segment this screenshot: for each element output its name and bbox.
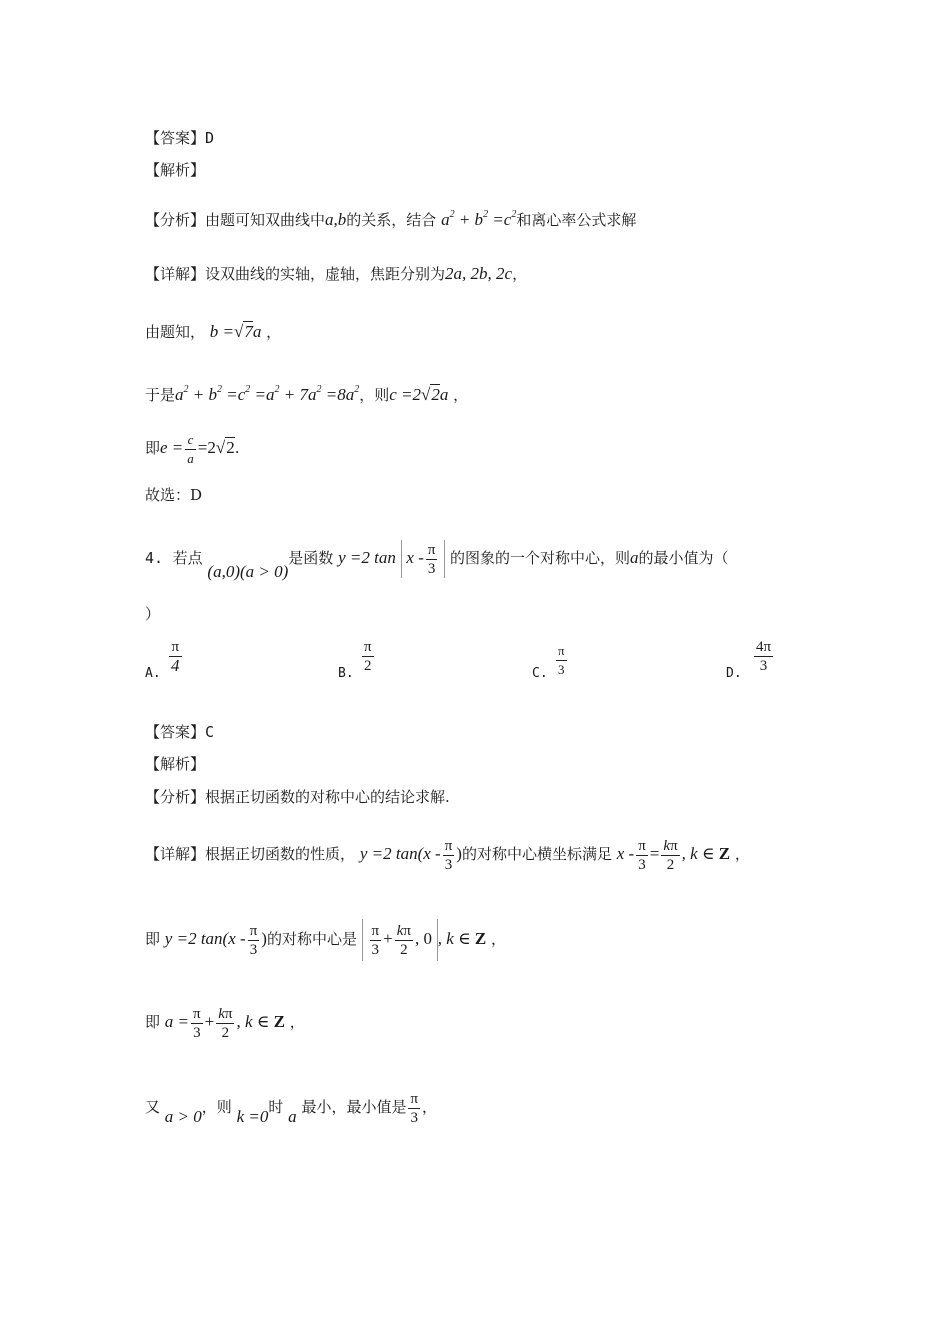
fenxi-line — [145, 787, 450, 807]
stem-text: 若点 — [172, 549, 203, 567]
math-x: x - — [406, 548, 424, 567]
stem-close: ） — [145, 605, 161, 623]
formula-c2-8a2: $a^2 + b^2 =c^2 =a^2 + 7a^2 =8a^2$ — [175, 384, 360, 404]
line-text: ，则 — [201, 1098, 232, 1116]
option-label: B. — [338, 666, 354, 681]
line-text: 又 — [145, 1098, 161, 1116]
step-text: ，则 — [359, 386, 390, 404]
formula-a2b2c2: $a^2 + b^2 =c^2$ — [441, 209, 517, 229]
line-text: 的对称中心是 — [266, 930, 357, 948]
option-num: π — [169, 638, 182, 657]
analysis-heading: 【解析】 — [145, 755, 206, 773]
fraction-pi-3: $\frac{\pi}{3}$ — [638, 837, 646, 873]
fraction-pi-3: $\frac{\pi}{3}$ — [371, 922, 380, 958]
fraction-kpi-2: $\frac{k\pi}{2}$ — [218, 1005, 233, 1041]
option-den: 2 — [364, 658, 372, 674]
math-a-gt-0: a > 0 — [164, 1107, 202, 1126]
formula-2sqrt2: =2√2 — [197, 438, 235, 457]
detail-text: 根据正切函数的性质， — [205, 845, 356, 863]
fenxi-text: 根据正切函数的对称中心的结论求解. — [205, 788, 450, 806]
question-number: 4. — [145, 549, 164, 567]
stem-text: 的最小值为（ — [638, 549, 729, 567]
math-point: (a,0)(a > 0) — [207, 562, 289, 581]
paren-right — [444, 540, 445, 578]
option-den: 4 — [171, 656, 180, 675]
fenxi-label: 【分析】 — [145, 788, 206, 806]
function-expr: y =2 tan — [338, 548, 396, 567]
formula-b-sqrt7a: b =√7a — [209, 322, 262, 341]
line-text: 即 — [145, 930, 161, 948]
fenxi-line — [145, 205, 636, 230]
option-num: π — [364, 639, 372, 655]
answer-value: D — [205, 129, 215, 147]
detail-label: 【详解】 — [145, 265, 206, 283]
fraction-kpi-2: $\frac{k\pi}{2}$ — [396, 922, 411, 958]
line-text: 即 — [145, 1013, 161, 1031]
math-k-in-z: , k ∈ Z — [236, 1012, 285, 1031]
step-text: 由题知， — [145, 323, 206, 341]
conclusion-line: 故选：D — [145, 486, 203, 504]
option-label: A. — [145, 666, 161, 681]
option-label: C. — [532, 666, 548, 681]
line-text: 最小，最小值是 — [301, 1098, 407, 1116]
paren-left — [401, 540, 402, 578]
fenxi-label: 【分析】 — [145, 211, 206, 229]
detail-label: 【详解】 — [145, 845, 206, 863]
math-ab: a,b — [325, 210, 347, 229]
option-fraction — [169, 638, 182, 675]
line-text: 时 — [268, 1098, 284, 1116]
stem-text: 是函数 — [288, 549, 334, 567]
a-value-line: 即 a = $\frac{\pi}{3}$ + $\frac{k\pi}{2}$ , k ∈ Z ， — [145, 1005, 305, 1041]
step2-line: 于是$a^2 + b^2 =c^2 =a^2 + 7a^2 =8a^2$，则c =2√2a ， — [145, 384, 469, 404]
center-line: 即 y =2 tan(x - $\frac{\pi}{3}$ )的对称中心是 $\frac{\pi}{3}$ + $\frac{k\pi}{2}$ , 0 , k ∈ Z ， — [145, 917, 506, 961]
answer-value: C — [205, 723, 215, 741]
math-2a2b2c: 2a, 2b, 2c — [445, 264, 513, 283]
math-k-eq-0: k =0 — [236, 1107, 269, 1126]
option-den: 3 — [558, 662, 565, 677]
analysis-heading: 【解析】 — [145, 161, 206, 179]
step-text: 即 — [145, 439, 161, 457]
option-fraction — [362, 638, 374, 675]
detail-text: 的对称中心横坐标满足 — [461, 845, 612, 863]
math-a: a — [630, 548, 639, 567]
option-fraction — [754, 638, 773, 675]
option-label: D. — [726, 666, 742, 681]
answer-label: 【答案】 — [145, 129, 206, 147]
fraction-pi-3: $\frac{\pi}{3}$ — [444, 837, 453, 873]
option-num: π — [556, 642, 567, 661]
detail-end: ， — [512, 265, 528, 283]
step-text: 于是 — [145, 386, 176, 404]
function-expr: y =2 tan(x - — [164, 929, 246, 948]
fraction-c-over-a: $\frac{c}{a}$ — [187, 431, 194, 466]
function-expr: y =2 tan(x - — [359, 844, 441, 863]
q4-stem — [145, 538, 729, 581]
answer-line — [145, 722, 214, 742]
fraction-kpi-2: $\frac{k\pi}{2}$ — [663, 837, 678, 873]
detail-text: 设双曲线的实轴，虚轴，焦距分别为 — [205, 265, 446, 283]
formula-e: e = — [160, 438, 184, 457]
answer-line — [145, 128, 214, 148]
math-x: x - — [616, 844, 635, 863]
fraction-pi-3: $\frac{\pi}{3}$ — [249, 922, 258, 958]
detail-line: 【详解】根据正切函数的性质， y =2 tan(x - $\frac{\pi}{3}$ )的对称中心横坐标满足 x - $\frac{\pi}{3}$ = $\frac{k\pi}{2}$ , k ∈ Z ， — [145, 837, 750, 873]
step1-line: 由题知， b =√7a ， — [145, 322, 282, 341]
paren-left — [362, 919, 363, 961]
min-value-line: 又 a > 0，则 k =0时 a 最小，最小值是 $\frac{\pi}{3}$ ， — [145, 1090, 438, 1126]
fenxi-text: 由题可知双曲线中 — [205, 211, 326, 229]
fenxi-text: 的关系，结合 — [346, 211, 437, 229]
fenxi-text: 和离心率公式求解 — [516, 211, 637, 229]
step3-line: 即e = $\frac{c}{a}$ =2√2. — [145, 431, 240, 466]
option-den: 3 — [759, 658, 768, 674]
option-fraction — [556, 642, 567, 679]
detail-line — [145, 264, 527, 284]
fraction-pi-3: $\frac{\pi}{3}$ — [410, 1090, 419, 1126]
fraction-pi-3: $\frac{\pi}{3}$ — [427, 541, 436, 577]
answer-label: 【答案】 — [145, 723, 206, 741]
math-a-eq: a = — [164, 1012, 190, 1031]
option-num: 4π — [756, 639, 772, 655]
math-a: a — [288, 1107, 297, 1126]
math-k-in-z: , k ∈ Z — [681, 844, 731, 863]
math-k-in-z: , k ∈ Z — [437, 929, 487, 948]
stem-text: 的图象的一个对称中心，则 — [450, 549, 631, 567]
fraction-pi-3: $\frac{\pi}{3}$ — [193, 1005, 201, 1041]
formula-c-2sqrt2a: c =2√2a — [389, 385, 449, 404]
